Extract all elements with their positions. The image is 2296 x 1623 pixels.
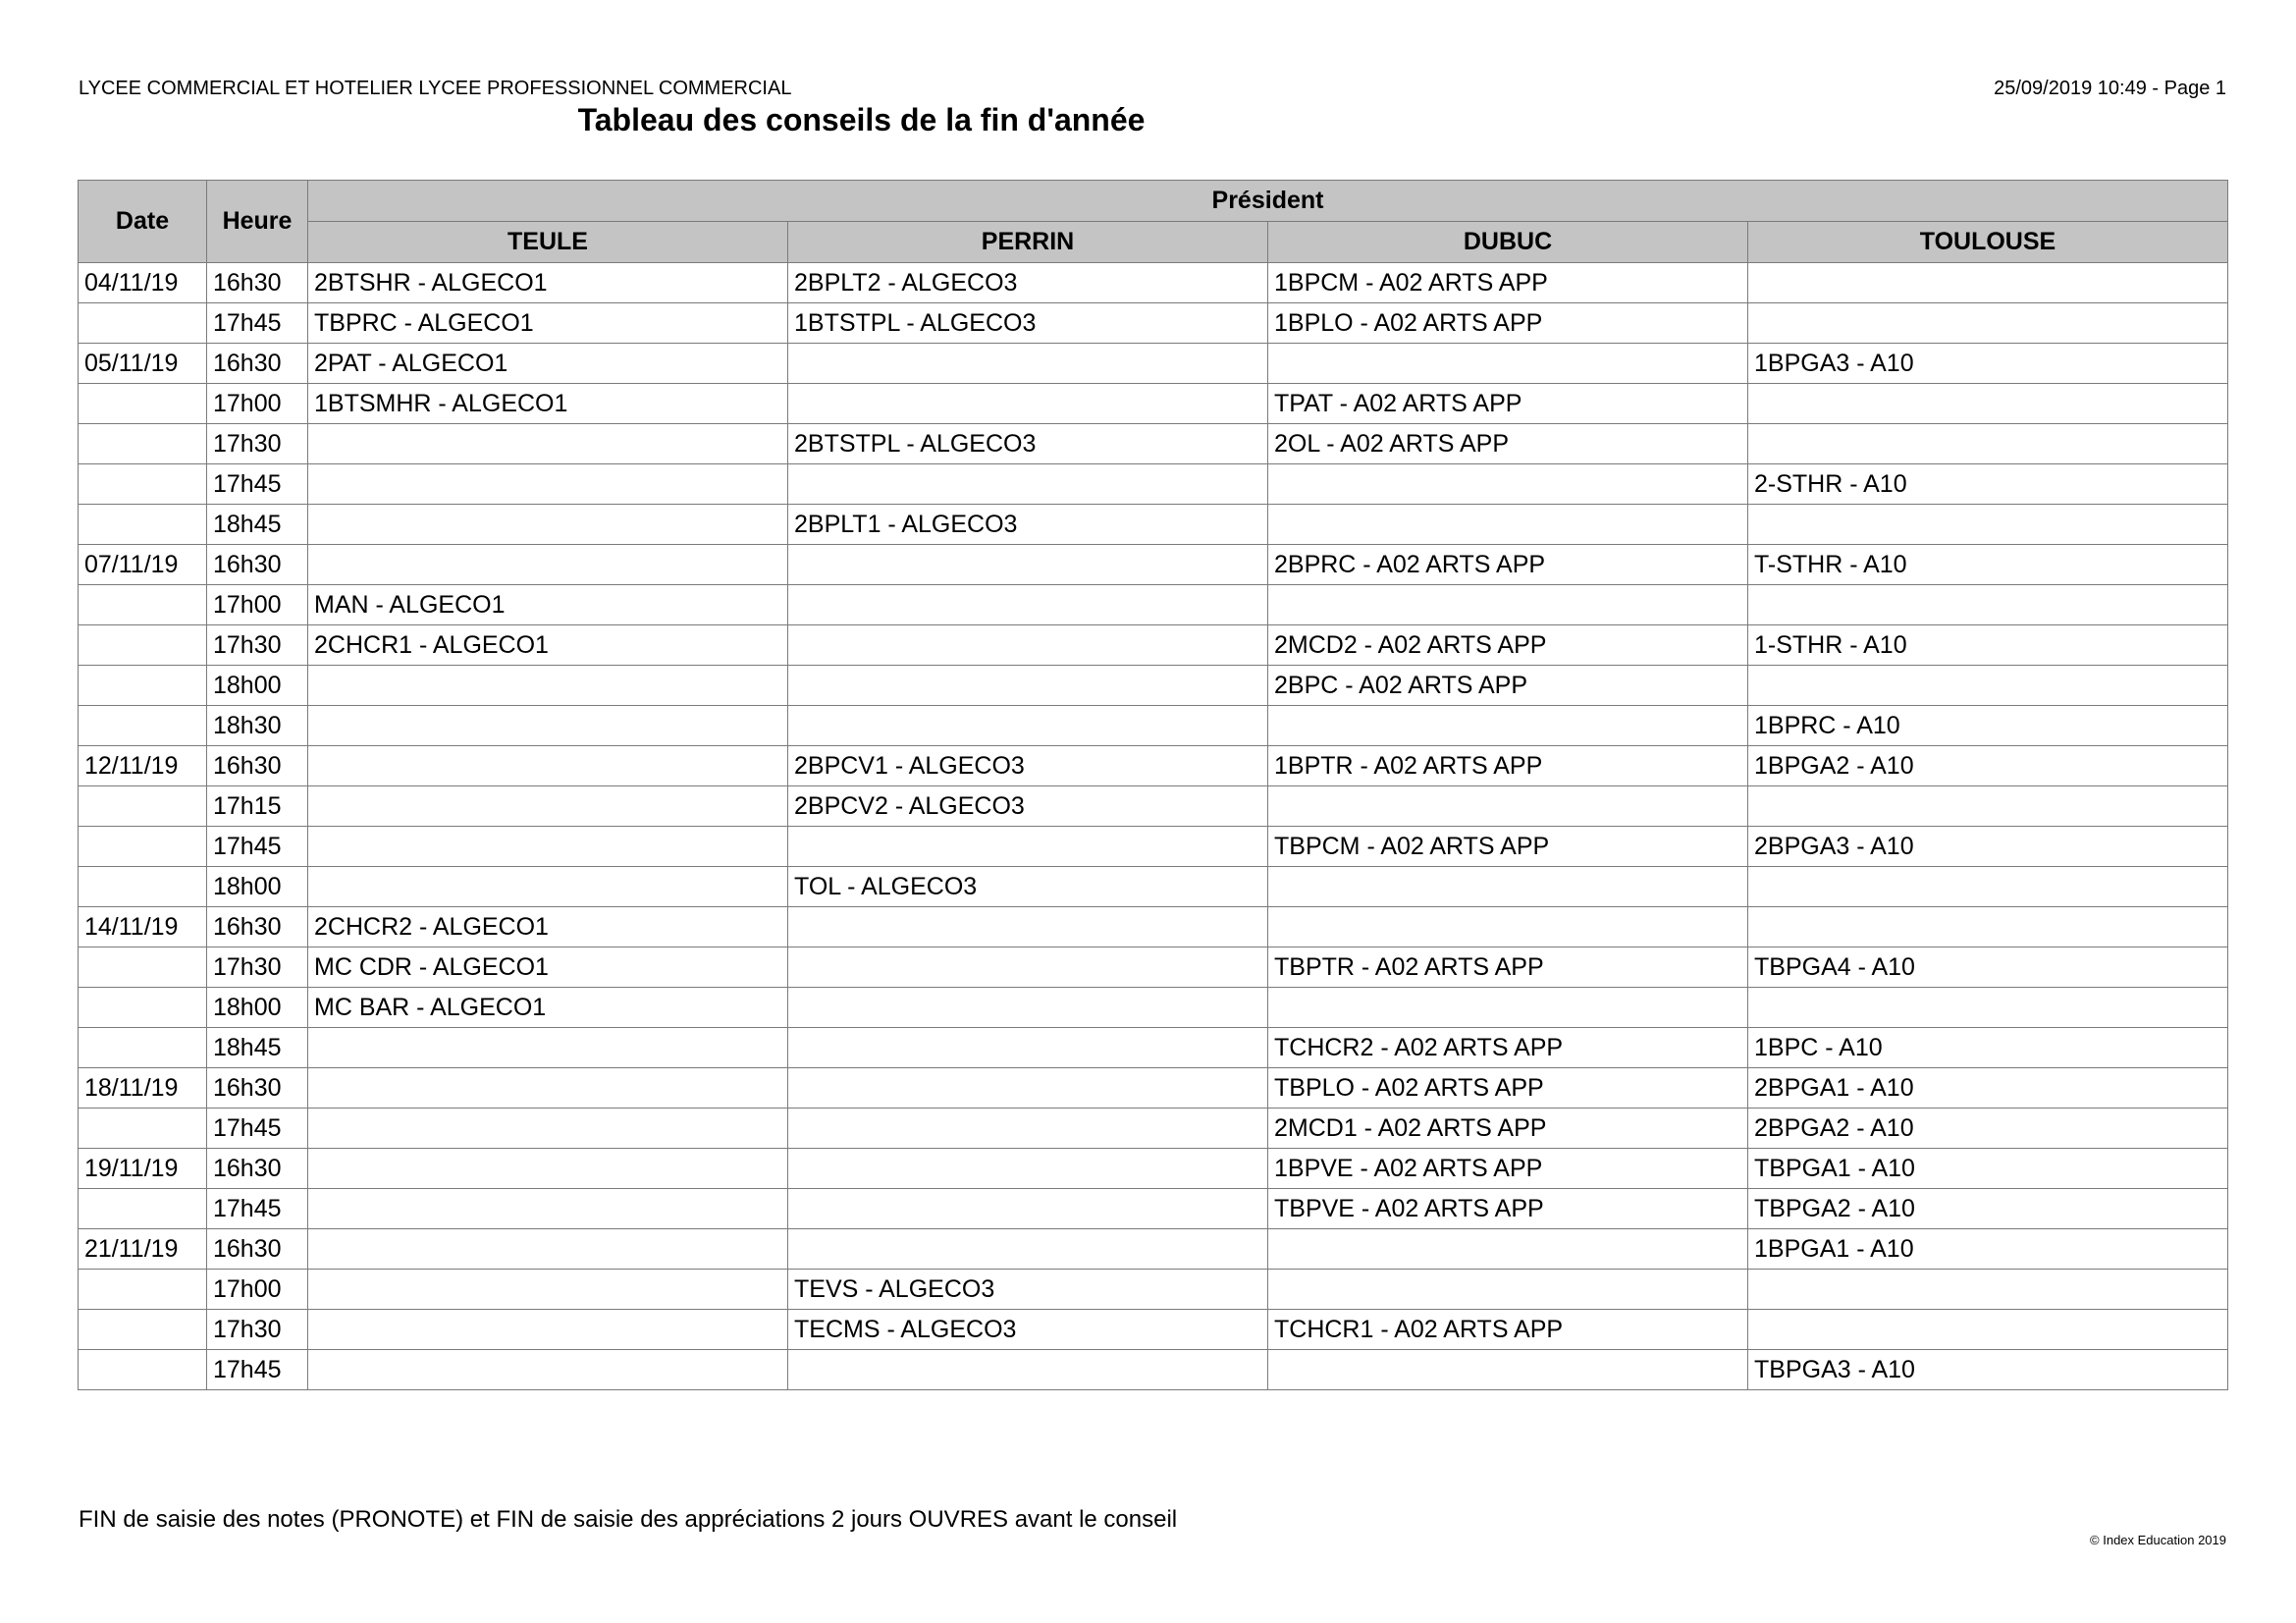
council-cell-perrin [788,947,1268,988]
time-cell: 18h45 [207,1028,308,1068]
table-row [79,1270,2228,1310]
council-cell-teule: TBPRC - ALGECO1 [308,303,788,344]
council-cell-teule [308,1028,788,1068]
date-cell [79,505,207,545]
council-cell-teule [308,464,788,505]
table-row [79,947,2228,988]
council-cell-toulouse [1748,1270,2228,1310]
council-cell-dubuc: TBPVE - A02 ARTS APP [1268,1189,1748,1229]
council-cell-perrin [788,827,1268,867]
council-cell-toulouse: 2-STHR - A10 [1748,464,2228,505]
time-cell: 18h00 [207,988,308,1028]
council-cell-dubuc: 2MCD1 - A02 ARTS APP [1268,1109,1748,1149]
council-cell-teule: 2PAT - ALGECO1 [308,344,788,384]
table-row [79,424,2228,464]
council-cell-teule: 2CHCR1 - ALGECO1 [308,625,788,666]
time-cell: 17h15 [207,786,308,827]
council-cell-teule [308,1189,788,1229]
date-cell: 05/11/19 [79,344,207,384]
date-cell: 21/11/19 [79,1229,207,1270]
council-cell-dubuc: 2OL - A02 ARTS APP [1268,424,1748,464]
date-cell [79,827,207,867]
council-cell-teule: MC CDR - ALGECO1 [308,947,788,988]
council-cell-dubuc: 1BPCM - A02 ARTS APP [1268,263,1748,303]
council-cell-teule [308,786,788,827]
date-cell [79,706,207,746]
council-cell-toulouse: TBPGA2 - A10 [1748,1189,2228,1229]
time-cell: 17h00 [207,384,308,424]
table-row [79,505,2228,545]
time-cell: 17h45 [207,1350,308,1390]
council-cell-teule [308,1350,788,1390]
president-header-dubuc: DUBUC [1268,222,1748,263]
date-cell [79,1350,207,1390]
council-cell-perrin: TECMS - ALGECO3 [788,1310,1268,1350]
table-row [79,867,2228,907]
school-name: LYCEE COMMERCIAL ET HOTELIER LYCEE PROFESSIONNEL COMMERCIAL [79,78,792,99]
council-cell-toulouse [1748,585,2228,625]
table-row [79,263,2228,303]
councils-table [78,180,2228,1390]
council-cell-toulouse: 1BPGA1 - A10 [1748,1229,2228,1270]
date-cell [79,988,207,1028]
time-cell: 17h45 [207,1189,308,1229]
time-cell: 16h30 [207,344,308,384]
council-cell-dubuc [1268,786,1748,827]
council-cell-perrin [788,585,1268,625]
council-cell-dubuc: TBPCM - A02 ARTS APP [1268,827,1748,867]
council-cell-perrin: 2BPLT2 - ALGECO3 [788,263,1268,303]
date-cell [79,947,207,988]
page-title: Tableau des conseils de la fin d'année [577,102,1146,137]
council-cell-toulouse: 1BPGA3 - A10 [1748,344,2228,384]
table-row [79,344,2228,384]
council-cell-teule: MC BAR - ALGECO1 [308,988,788,1028]
council-cell-dubuc: TPAT - A02 ARTS APP [1268,384,1748,424]
date-cell: 19/11/19 [79,1149,207,1189]
council-cell-toulouse: TBPGA3 - A10 [1748,1350,2228,1390]
president-header-toulouse: TOULOUSE [1748,222,2228,263]
council-cell-perrin [788,1350,1268,1390]
council-cell-teule [308,1149,788,1189]
council-cell-perrin [788,907,1268,947]
council-cell-perrin: 2BTSTPL - ALGECO3 [788,424,1268,464]
time-cell: 16h30 [207,746,308,786]
table-row [79,1149,2228,1189]
council-cell-teule [308,1310,788,1350]
council-cell-perrin [788,706,1268,746]
council-cell-perrin: 1BTSTPL - ALGECO3 [788,303,1268,344]
council-cell-toulouse [1748,505,2228,545]
council-cell-teule [308,424,788,464]
table-row [79,1068,2228,1109]
time-cell: 18h30 [207,706,308,746]
date-cell: 14/11/19 [79,907,207,947]
council-cell-perrin [788,545,1268,585]
council-cell-dubuc: TCHCR1 - A02 ARTS APP [1268,1310,1748,1350]
council-cell-dubuc: 2MCD2 - A02 ARTS APP [1268,625,1748,666]
time-cell: 17h00 [207,585,308,625]
president-header-perrin: PERRIN [788,222,1268,263]
council-cell-teule [308,746,788,786]
council-cell-perrin [788,666,1268,706]
date-cell [79,625,207,666]
council-cell-toulouse: T-STHR - A10 [1748,545,2228,585]
council-cell-toulouse [1748,303,2228,344]
date-cell: 18/11/19 [79,1068,207,1109]
council-cell-toulouse [1748,1310,2228,1350]
council-cell-toulouse [1748,384,2228,424]
date-cell [79,424,207,464]
council-cell-perrin [788,625,1268,666]
president-group-header: Président [308,181,2228,222]
council-cell-toulouse [1748,867,2228,907]
council-cell-teule [308,666,788,706]
council-cell-teule: MAN - ALGECO1 [308,585,788,625]
time-cell: 17h45 [207,1109,308,1149]
date-cell: 07/11/19 [79,545,207,585]
date-cell [79,1189,207,1229]
date-cell [79,786,207,827]
date-cell: 04/11/19 [79,263,207,303]
date-cell [79,585,207,625]
council-cell-dubuc [1268,706,1748,746]
council-cell-toulouse: TBPGA4 - A10 [1748,947,2228,988]
date-cell [79,1028,207,1068]
table-row [79,706,2228,746]
footer-note: FIN de saisie des notes (PRONOTE) et FIN de saisie des appréciations 2 jours OUVRES avant le conseil [79,1506,1178,1533]
council-cell-perrin [788,464,1268,505]
time-cell: 18h45 [207,505,308,545]
time-cell: 16h30 [207,907,308,947]
council-cell-dubuc [1268,505,1748,545]
print-date-page: 25/09/2019 10:49 - Page 1 [1994,78,2226,99]
council-cell-dubuc: TBPLO - A02 ARTS APP [1268,1068,1748,1109]
table-row [79,384,2228,424]
council-cell-perrin [788,1229,1268,1270]
council-cell-teule [308,545,788,585]
table-row [79,786,2228,827]
date-cell [79,1310,207,1350]
council-cell-dubuc [1268,344,1748,384]
date-cell [79,384,207,424]
council-cell-teule [308,827,788,867]
time-cell: 17h30 [207,625,308,666]
council-cell-perrin [788,1068,1268,1109]
time-cell: 18h00 [207,666,308,706]
council-cell-perrin: 2BPCV2 - ALGECO3 [788,786,1268,827]
time-cell: 16h30 [207,545,308,585]
table-row [79,1350,2228,1390]
council-cell-dubuc [1268,907,1748,947]
council-cell-dubuc [1268,1270,1748,1310]
council-cell-toulouse: 1BPGA2 - A10 [1748,746,2228,786]
table-row [79,1028,2228,1068]
time-cell: 17h00 [207,1270,308,1310]
time-cell: 18h00 [207,867,308,907]
time-cell: 17h30 [207,424,308,464]
council-cell-toulouse: TBPGA1 - A10 [1748,1149,2228,1189]
council-cell-toulouse [1748,666,2228,706]
time-column-header: Heure [207,181,308,263]
council-cell-toulouse [1748,907,2228,947]
council-cell-teule: 2BTSHR - ALGECO1 [308,263,788,303]
table-row [79,464,2228,505]
council-cell-teule [308,1109,788,1149]
table-row [79,1109,2228,1149]
date-cell [79,464,207,505]
time-cell: 17h45 [207,464,308,505]
council-cell-dubuc: 1BPVE - A02 ARTS APP [1268,1149,1748,1189]
council-cell-teule: 1BTSMHR - ALGECO1 [308,384,788,424]
table-row [79,625,2228,666]
council-cell-teule: 2CHCR2 - ALGECO1 [308,907,788,947]
council-cell-dubuc: 1BPTR - A02 ARTS APP [1268,746,1748,786]
council-cell-teule [308,706,788,746]
table-header [79,181,2228,263]
council-cell-toulouse [1748,263,2228,303]
time-cell: 16h30 [207,263,308,303]
council-cell-teule [308,1068,788,1109]
table-row [79,666,2228,706]
table-row [79,827,2228,867]
council-cell-dubuc [1268,464,1748,505]
date-cell [79,303,207,344]
date-cell [79,1270,207,1310]
table-row [79,303,2228,344]
table-row [79,585,2228,625]
council-cell-perrin [788,384,1268,424]
council-cell-perrin [788,1189,1268,1229]
council-cell-perrin [788,1149,1268,1189]
council-cell-dubuc [1268,1229,1748,1270]
council-cell-toulouse [1748,988,2228,1028]
council-cell-dubuc: TBPTR - A02 ARTS APP [1268,947,1748,988]
date-cell [79,1109,207,1149]
time-cell: 17h45 [207,827,308,867]
council-cell-perrin: TEVS - ALGECO3 [788,1270,1268,1310]
date-cell [79,867,207,907]
time-cell: 16h30 [207,1229,308,1270]
council-cell-toulouse: 1BPRC - A10 [1748,706,2228,746]
table-row [79,545,2228,585]
council-cell-perrin: TOL - ALGECO3 [788,867,1268,907]
council-cell-dubuc [1268,988,1748,1028]
copyright: © Index Education 2019 [2090,1533,2226,1547]
date-cell [79,666,207,706]
table-row [79,988,2228,1028]
council-cell-perrin [788,1109,1268,1149]
council-cell-teule [308,1229,788,1270]
council-cell-toulouse: 2BPGA3 - A10 [1748,827,2228,867]
time-cell: 16h30 [207,1149,308,1189]
council-cell-toulouse [1748,424,2228,464]
council-cell-perrin: 2BPCV1 - ALGECO3 [788,746,1268,786]
table-row [79,1189,2228,1229]
council-cell-dubuc: TCHCR2 - A02 ARTS APP [1268,1028,1748,1068]
council-cell-toulouse: 2BPGA1 - A10 [1748,1068,2228,1109]
date-cell: 12/11/19 [79,746,207,786]
date-column-header: Date [79,181,207,263]
time-cell: 16h30 [207,1068,308,1109]
president-header-teule: TEULE [308,222,788,263]
council-cell-teule [308,867,788,907]
time-cell: 17h45 [207,303,308,344]
council-cell-toulouse: 1-STHR - A10 [1748,625,2228,666]
council-cell-perrin [788,1028,1268,1068]
table-row [79,907,2228,947]
council-cell-dubuc [1268,585,1748,625]
council-cell-dubuc: 2BPRC - A02 ARTS APP [1268,545,1748,585]
council-cell-perrin [788,988,1268,1028]
table-row [79,1229,2228,1270]
council-cell-dubuc: 1BPLO - A02 ARTS APP [1268,303,1748,344]
table-body [79,263,2228,1390]
council-cell-perrin [788,344,1268,384]
time-cell: 17h30 [207,947,308,988]
council-cell-perrin: 2BPLT1 - ALGECO3 [788,505,1268,545]
council-cell-dubuc: 2BPC - A02 ARTS APP [1268,666,1748,706]
table-row [79,746,2228,786]
council-cell-toulouse: 1BPC - A10 [1748,1028,2228,1068]
council-cell-toulouse: 2BPGA2 - A10 [1748,1109,2228,1149]
council-cell-dubuc [1268,867,1748,907]
council-cell-toulouse [1748,786,2228,827]
council-cell-teule [308,505,788,545]
time-cell: 17h30 [207,1310,308,1350]
council-cell-dubuc [1268,1350,1748,1390]
council-cell-teule [308,1270,788,1310]
table-row [79,1310,2228,1350]
